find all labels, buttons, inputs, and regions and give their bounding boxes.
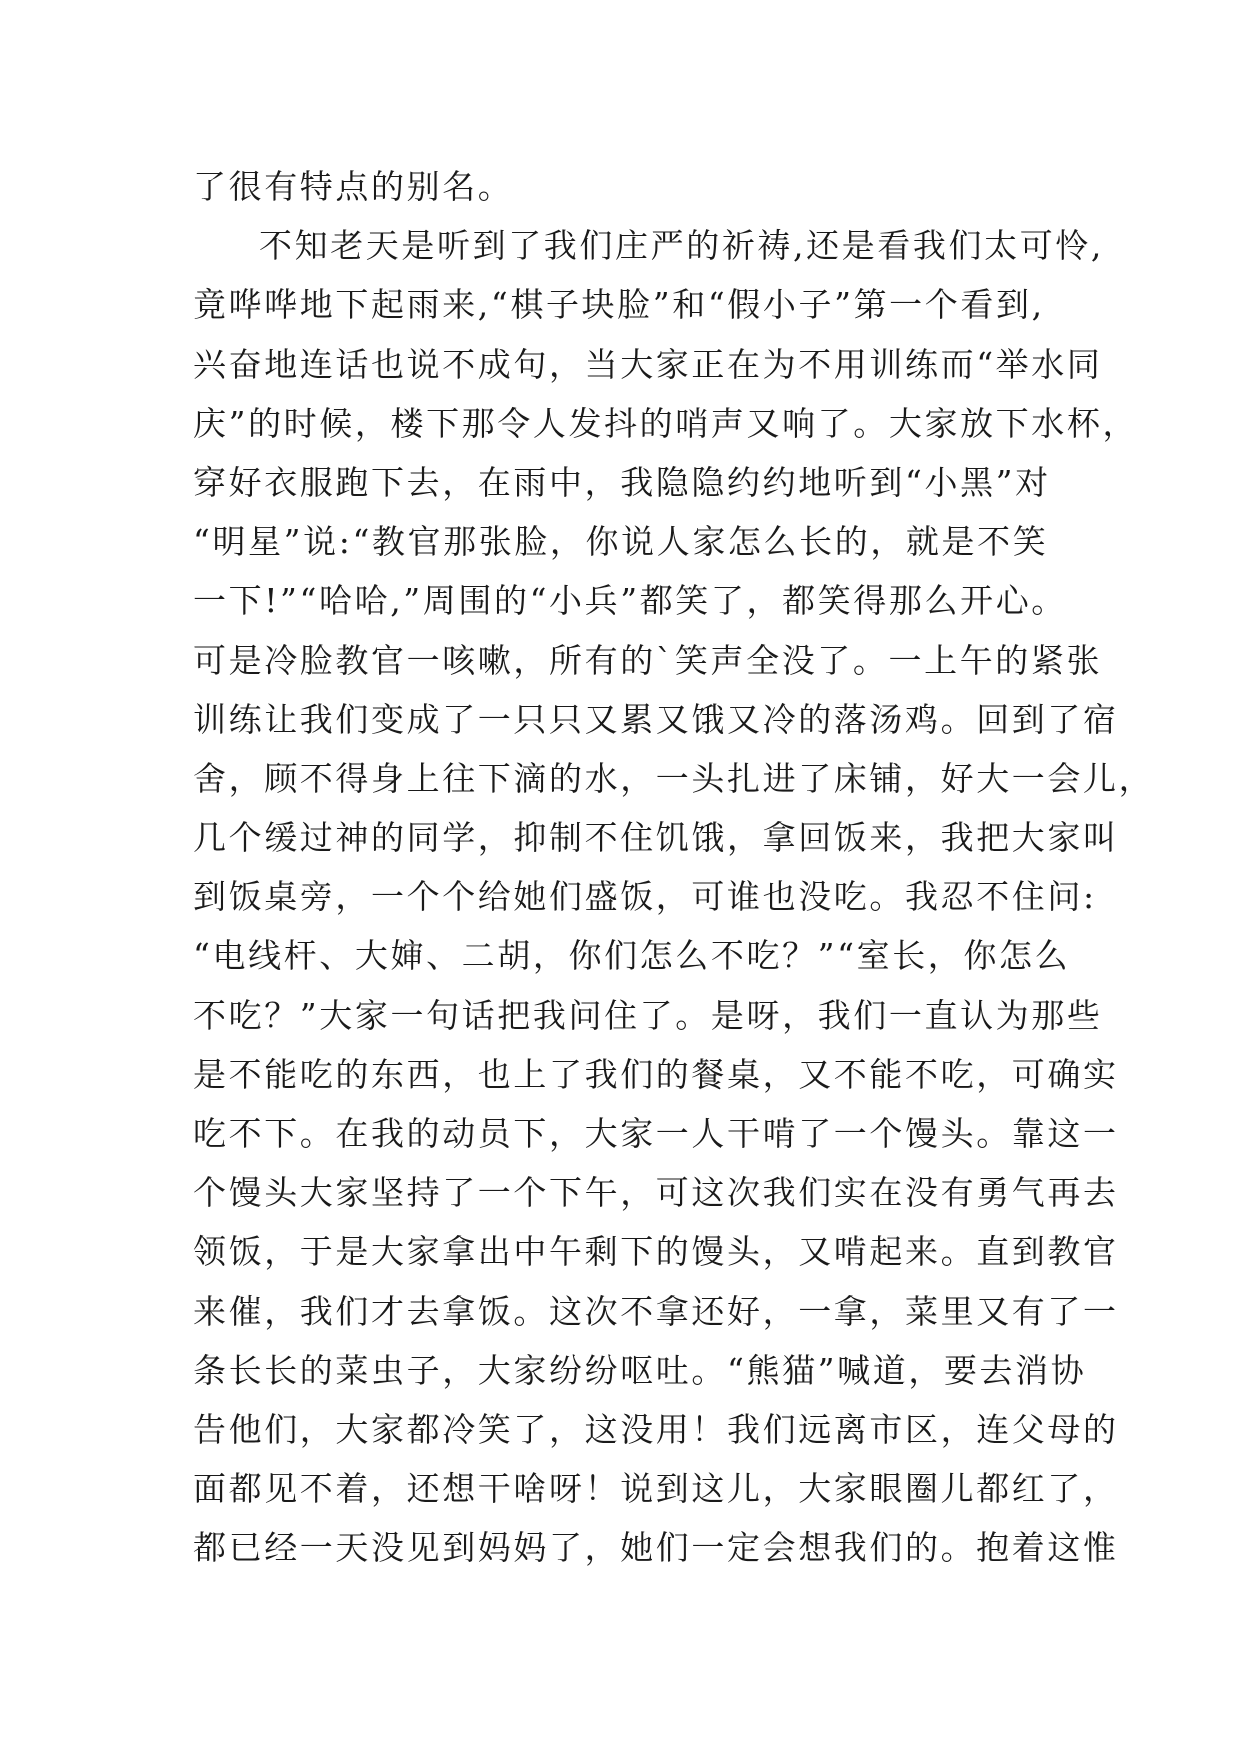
text-line: 竟哗哗地下起雨来,“棋子块脸”和“假小子”第一个看到, [193,285,1045,325]
text-line: 庆”的时候，楼下那令人发抖的哨声又响了。大家放下水杯， [193,403,1139,443]
paragraph-first-line: 不知老天是听到了我们庄严的祈祷,还是看我们太可怜, [259,226,1104,266]
text-line: 了很有特点的别名。 [193,167,514,206]
text-line: 吃不下。在我的动员下，大家一人干啃了一个馒头。靠这一 [193,1114,1119,1153]
text-line: 几个缓过神的同学，抑制不住饥饿，拿回饭来，我把大家叫 [193,818,1119,858]
text-line: “电线杆、大婶、二胡，你们怎么不吃？”“室长，你怎么 [193,936,1071,976]
text-line: 来催，我们才去拿饭。这次不拿还好，一拿，菜里又有了一 [193,1291,1119,1331]
text-line: 是不能吃的东西，也上了我们的餐桌，又不能不吃，可确实 [193,1054,1119,1094]
text-line: 舍，顾不得身上往下滴的水，一头扎进了床铺，好大一会儿， [193,758,1155,798]
text-line: 都已经一天没见到妈妈了，她们一定会想我们的。抱着这惟 [193,1528,1119,1568]
text-line: “明星”说:“教官那张脸，你说人家怎么长的，就是不笑 [193,522,1049,562]
body-text [193,157,1155,1578]
text-line: 个馒头大家坚持了一个下午，可这次我们实在没有勇气再去 [193,1173,1119,1213]
text-line: 告他们，大家都冷笑了，这没用！我们远离市区，连父母的 [193,1409,1119,1449]
text-line: 不吃？”大家一句话把我问住了。是呀，我们一直认为那些 [193,995,1103,1035]
text-line: 到饭桌旁，一个个给她们盛饭，可谁也没吃。我忍不住问: [193,877,1097,917]
text-line: 可是冷脸教官一咳嗽，所有的`笑声全没了。一上午的紧张 [193,640,1103,680]
text-line: 领饭，于是大家拿出中午剩下的馒头，又啃起来。直到教官 [193,1232,1119,1272]
text-line: 面都见不着，还想干啥呀！说到这儿，大家眼圈儿都红了， [193,1469,1119,1509]
text-line: 训练让我们变成了一只只又累又饿又冷的落汤鸡。回到了宿 [193,699,1119,739]
text-line: 兴奋地连话也说不成句，当大家正在为不用训练而“举水同 [193,344,1103,384]
text-line: 一下!”“哈哈,”周围的“小兵”都笑了，都笑得那么开心。 [193,581,1067,621]
text-line: 条长长的菜虫子，大家纷纷呕吐。“熊猫”喊道，要去消协 [193,1350,1087,1390]
text-line: 穿好衣服跑下去，在雨中，我隐隐约约地听到“小黑”对 [193,462,1051,502]
